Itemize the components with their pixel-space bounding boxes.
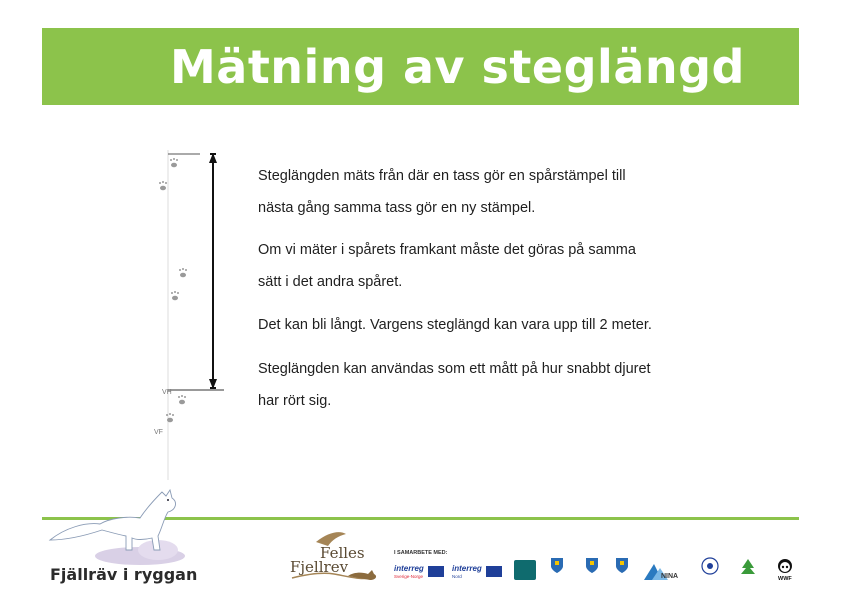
nina-text: NINA [661, 573, 679, 580]
stockholm-university-crest-icon [700, 556, 720, 578]
title-banner [42, 28, 799, 105]
interreg-text: interreg [394, 564, 424, 573]
partner-emblem-icon [514, 560, 536, 580]
wwf-panda-icon [776, 558, 794, 582]
page-title: Mätning av steglängd [170, 40, 745, 94]
nina-logo [644, 560, 680, 582]
metsahallitus-tree-icon [740, 558, 756, 576]
felles-fjellrev-logo [288, 528, 388, 588]
paw-print-icon [171, 291, 179, 300]
interreg-text: interreg [452, 564, 482, 573]
county-crest-icon [615, 556, 629, 574]
fjellrev-text: Fjellrev [290, 558, 349, 576]
paw-print-icon [159, 181, 167, 190]
felles-text: Felles [320, 544, 365, 562]
paw-print-icon [179, 268, 187, 277]
interreg-sub-text: Nord [452, 574, 462, 579]
paw-print-icon [166, 413, 174, 422]
eu-flag-icon [486, 566, 502, 577]
paragraph-line: Om vi mäter i spårets framkant måste det göras på samma [258, 242, 636, 258]
paragraph-speed [258, 353, 728, 417]
paragraph-line: har rört sig. [258, 393, 332, 409]
eu-flag-icon [428, 566, 444, 577]
paw-print-icon [170, 158, 178, 167]
paw-print-icon [178, 395, 186, 404]
paragraph-line: Steglängden mäts från där en tass gör en spårstämpel till [258, 168, 626, 184]
brand-fjallrav-i-ryggan: Fjällräv i ryggan [50, 565, 198, 584]
track-measurement-diagram [140, 150, 230, 480]
interreg-sub-text: Sverige-Norge [394, 574, 424, 579]
paragraph-front-edge [258, 234, 728, 298]
wwf-text: WWF [778, 576, 792, 582]
label-vf: VF [154, 429, 163, 436]
county-crest-icon [585, 556, 599, 574]
label-vh: VH [162, 389, 172, 396]
paragraph-line: Det kan bli långt. Vargens steglängd kan vara upp till 2 meter. [258, 317, 652, 333]
cooperation-label: I SAMARBETE MED: [394, 550, 448, 556]
county-crest-icon [550, 556, 564, 574]
paragraph-measurement [258, 160, 728, 224]
paragraph-line: nästa gång samma tass gör en ny stämpel. [258, 200, 536, 216]
paragraph-line: sätt i det andra spåret. [258, 274, 403, 290]
paragraph-line: Steglängden kan användas som ett mått på hur snabbt djuret [258, 361, 651, 377]
paragraph-wolf-length [258, 309, 728, 341]
arctic-fox-illustration [40, 484, 190, 566]
